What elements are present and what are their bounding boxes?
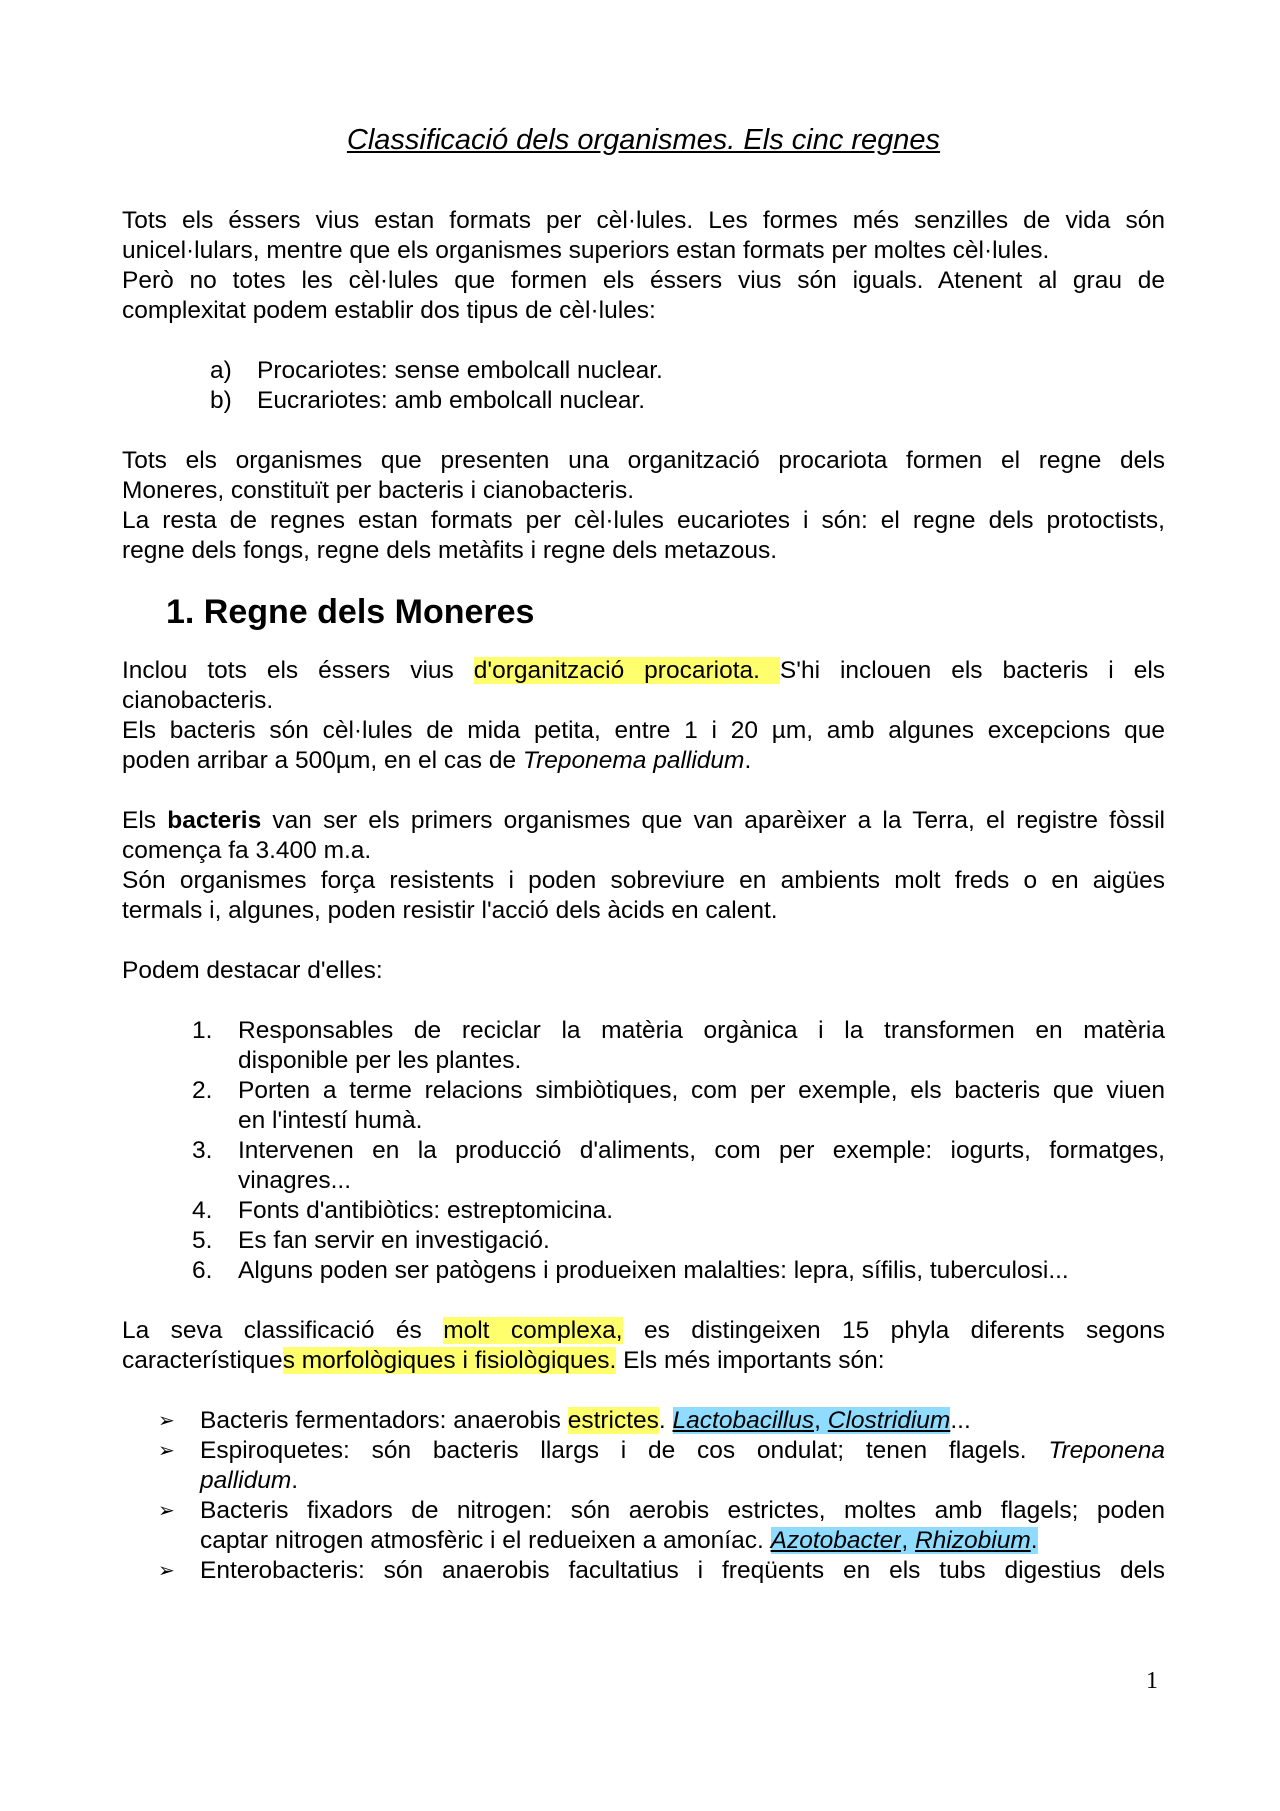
kingdoms-paragraph <box>122 446 1165 566</box>
text-line: La resta de regnes estan formats per cèl·lules eucariotes i són: el regne dels protoctists, <box>122 507 1165 534</box>
text-run: Bacteris fermentadors: anaerobis <box>200 1407 568 1434</box>
list-item <box>122 1226 1165 1256</box>
classification-paragraph <box>122 1316 1165 1376</box>
list-item-text: Es fan servir en investigació. <box>238 1227 550 1254</box>
list-item-text: Responsables de reciclar la matèria orgànica i la transformen en matèria <box>238 1017 1165 1044</box>
text-line: unicel·lulars, mentre que els organismes superiors estan formats per moltes cèl·lules. <box>122 237 1050 264</box>
list-item-text: Alguns poden ser patògens i produeixen malalties: lepra, sífilis, tuberculosi... <box>238 1257 1069 1284</box>
page-number: 1 <box>1146 1668 1158 1694</box>
arrow-bullet-icon: ➢ <box>158 1440 175 1462</box>
text-run: , <box>814 1407 828 1434</box>
list-item-text: en l'intestí humà. <box>238 1107 423 1134</box>
species-name: Treponena <box>1048 1437 1165 1464</box>
bold-text: bacteris <box>167 807 262 834</box>
highlighted-text: molt complexa, <box>443 1317 623 1344</box>
list-item <box>122 356 1165 386</box>
text-run: característique <box>122 1347 283 1374</box>
section-heading: 1. Regne dels Moneres <box>166 593 535 631</box>
species-name: pallidum <box>200 1467 292 1494</box>
list-item <box>122 1406 1165 1436</box>
list-item-text: Bacteris fixadors de nitrogen: són aerobis estrictes, moltes amb flagels; poden <box>200 1497 1165 1524</box>
text-line <box>122 806 1165 836</box>
text-line <box>122 656 1165 686</box>
features-list <box>122 1016 1165 1286</box>
text-line <box>122 746 1165 776</box>
list-item-text: Procariotes: sense embolcall nuclear. <box>257 357 663 384</box>
text-run: Inclou tots els éssers vius <box>122 657 474 684</box>
list-item-text: Enterobacteris: són anaerobis facultatius i freqüents en els tubs digestius dels <box>200 1557 1165 1584</box>
highlighted-text: estrictes <box>567 1407 659 1434</box>
list-item-text: vinagres... <box>238 1167 352 1194</box>
list-marker: b) <box>210 387 232 414</box>
text-line: cianobacteris. <box>122 687 274 714</box>
list-item-text <box>200 1406 1165 1436</box>
text-run: La seva classificació és <box>122 1317 444 1344</box>
text-run: poden arribar a 500µm, en el cas de <box>122 747 523 774</box>
text-run: captar nitrogen atmosfèric i el redueixen a amoníac. <box>200 1527 771 1554</box>
list-marker: 2. <box>192 1077 213 1104</box>
text-run: Els <box>122 807 168 834</box>
text-line: termals i, algunes, poden resistir l'acció dels àcids en calent. <box>122 897 778 924</box>
text-run: . <box>744 747 752 774</box>
list-item <box>122 1136 1165 1196</box>
text-line <box>122 1316 1165 1346</box>
list-marker: 6. <box>192 1257 213 1284</box>
highlighted-text: d'organització procariota. <box>473 657 780 684</box>
species-name: Lactobacillus <box>672 1407 815 1434</box>
species-name: Treponema pallidum <box>522 747 745 774</box>
list-item <box>122 1556 1165 1586</box>
list-marker: 3. <box>192 1137 213 1164</box>
list-marker: 1. <box>192 1017 213 1044</box>
species-name: Rhizobium <box>914 1527 1031 1554</box>
highlighted-text: s morfològiques i fisiològiques. <box>282 1347 617 1374</box>
text-line: Tots els éssers vius estan formats per cèl·lules. Les formes més senzilles de vida són <box>122 207 1165 234</box>
text-run: . <box>658 1407 673 1434</box>
list-item-text <box>200 1526 1165 1556</box>
text-line: regne dels fongs, regne dels metàfits i regne dels metazous. <box>122 537 778 564</box>
text-line: Els bacteris són cèl·lules de mida petita, entre 1 i 20 µm, amb algunes excepcions que <box>122 717 1165 744</box>
list-item <box>122 1196 1165 1226</box>
list-item <box>122 1436 1165 1496</box>
species-name: Clostridium <box>827 1407 951 1434</box>
list-item-text: Fonts d'antibiòtics: estreptomicina. <box>238 1197 614 1224</box>
first-organisms-paragraph <box>122 806 1165 926</box>
list-item <box>122 386 1165 416</box>
list-item <box>122 1016 1165 1076</box>
text-run: ... <box>950 1407 971 1434</box>
arrow-bullet-icon: ➢ <box>158 1560 175 1582</box>
text-line: complexitat podem establir dos tipus de cèl·lules: <box>122 297 656 324</box>
arrow-bullet-icon: ➢ <box>158 1500 175 1522</box>
bacteria-groups-list <box>122 1406 1165 1586</box>
cell-types-list <box>122 356 1165 416</box>
text-line: Són organismes força resistents i poden sobreviure en ambients molt freds o en aigües <box>122 867 1165 894</box>
arrow-bullet-icon: ➢ <box>158 1410 175 1432</box>
text-run: van ser els primers organismes que van aparèixer a la Terra, el registre fòssil <box>261 807 1165 834</box>
list-item-text: Porten a terme relacions simbiòtiques, com per exemple, els bacteris que viuen <box>238 1077 1165 1104</box>
text-run: Espiroquetes: són bacteris llargs i de cos ondulat; tenen flagels. <box>200 1437 1049 1464</box>
list-marker: 4. <box>192 1197 213 1224</box>
list-item-text: Intervenen en la producció d'aliments, com per exemple: iogurts, formatges, <box>238 1137 1165 1164</box>
list-marker: a) <box>210 357 232 384</box>
list-item <box>122 1076 1165 1136</box>
page-title: Classificació dels organismes. Els cinc regnes <box>346 124 941 156</box>
species-name: Azotobacter <box>770 1527 902 1554</box>
list-item <box>122 1256 1165 1286</box>
text-run: . <box>291 1467 299 1494</box>
document-body <box>122 116 1165 1586</box>
text-run: es distingeixen 15 phyla diferents segons <box>622 1317 1165 1344</box>
intro-paragraph <box>122 206 1165 326</box>
text-line: comença fa 3.400 m.a. <box>122 837 372 864</box>
list-item-text <box>200 1436 1165 1466</box>
list-marker: 5. <box>192 1227 213 1254</box>
includes-paragraph <box>122 656 1165 776</box>
text-run: Els més importants són: <box>616 1347 885 1374</box>
text-run: . <box>1030 1527 1038 1554</box>
text-line: Tots els organismes que presenten una organització procariota formen el regne dels <box>122 447 1165 474</box>
text-line: Moneres, constituït per bacteris i cianobacteris. <box>122 477 635 504</box>
text-run: S'hi inclouen els bacteris i els <box>779 657 1166 684</box>
text-line <box>122 1346 1165 1376</box>
text-line: Podem destacar d'elles: <box>122 957 383 984</box>
list-item <box>122 1496 1165 1556</box>
text-run: , <box>901 1527 915 1554</box>
list-item-text: Eucrariotes: amb embolcall nuclear. <box>257 387 646 414</box>
list-item-text: disponible per les plantes. <box>238 1047 522 1074</box>
list-item-text <box>200 1466 1165 1496</box>
text-line: Però no totes les cèl·lules que formen els éssers vius són iguals. Atenent al grau de <box>122 267 1165 294</box>
